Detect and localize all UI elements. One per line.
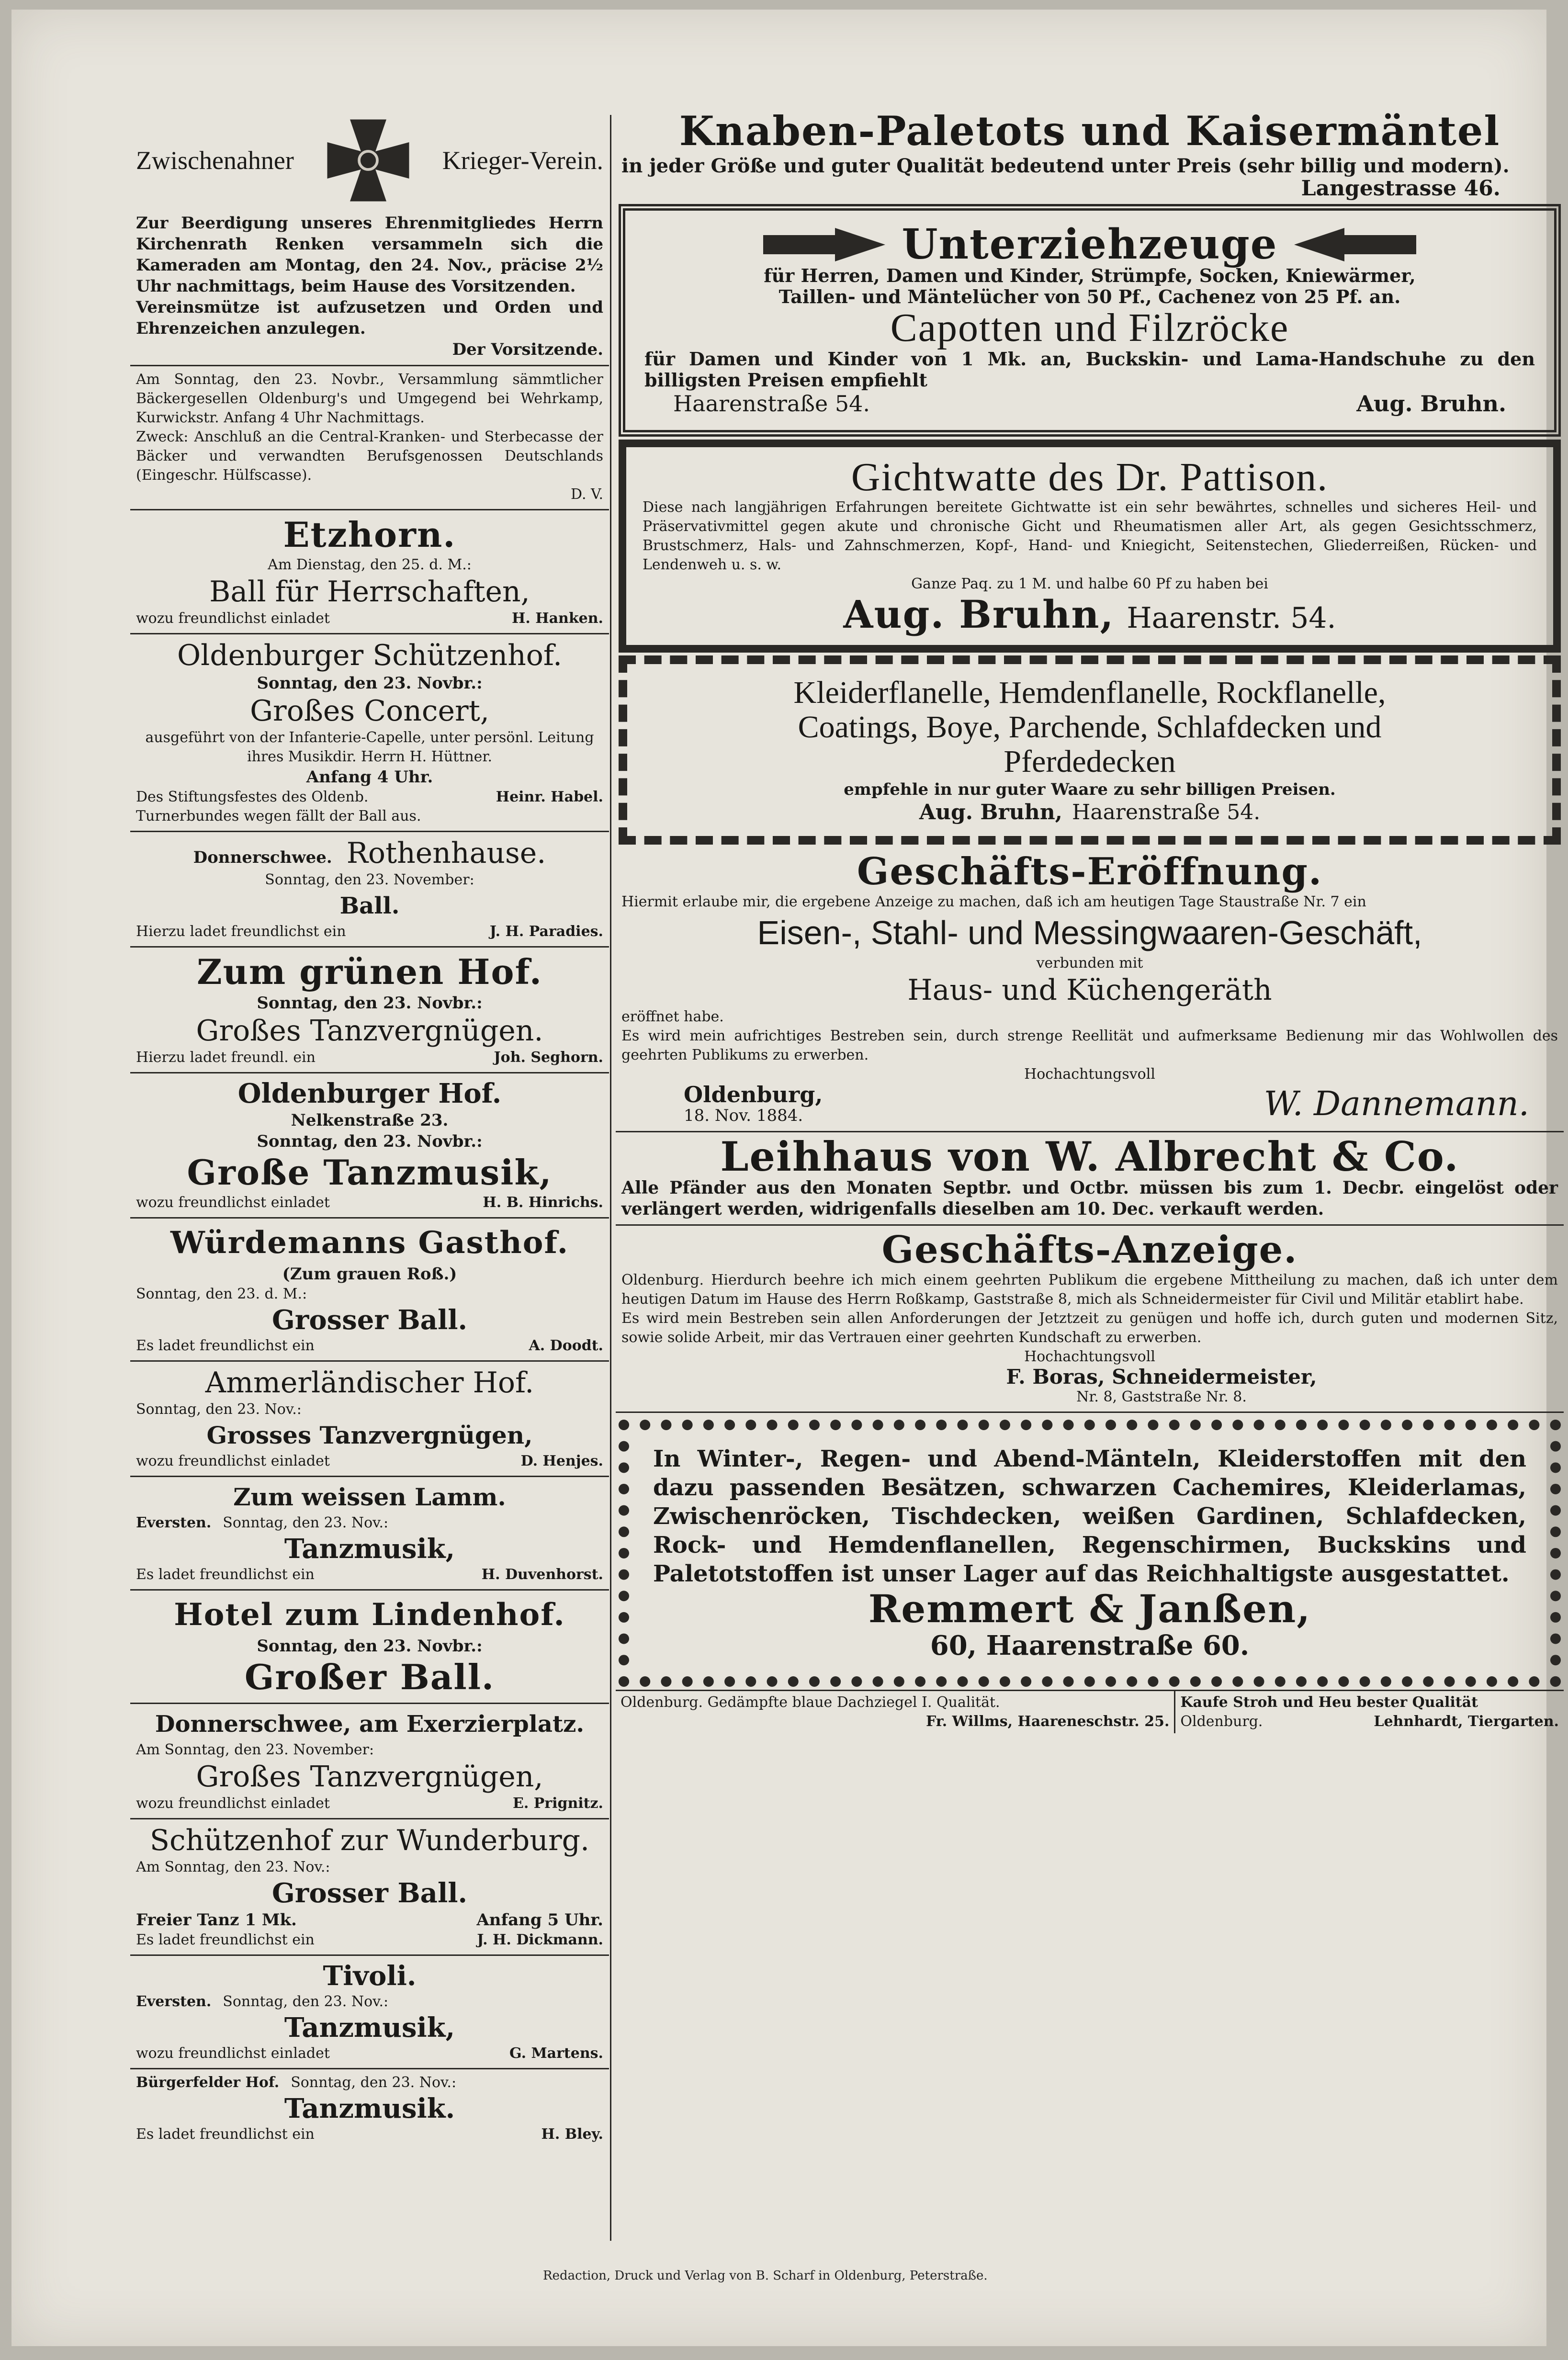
baecker-zweck: Zweck: Anschluß an die Central-Kranken- und Sterbecasse der Bäcker und verwandten Berufsgenossen Deutschlands (Eingeschr. Hülfscasse). xyxy=(136,429,603,484)
oldhof-ad xyxy=(130,1073,609,1219)
linden-event: Großer Ball. xyxy=(244,1657,495,1697)
gruenhof-ad xyxy=(130,948,609,1073)
baecker-notice xyxy=(130,366,609,510)
baecker-sign: D. V. xyxy=(570,486,603,503)
linden-ad xyxy=(130,1591,609,1704)
tivoli-host: G. Martens. xyxy=(509,2045,603,2062)
oldhof-host: H. B. Hinrichs. xyxy=(483,1194,603,1211)
bottom-a-firm: Fr. Willms, Haareneschstr. 25. xyxy=(925,1713,1170,1730)
unterzieh-title2: Capotten und Filzröcke xyxy=(890,305,1289,350)
schuetzenhof-start: Anfang 4 Uhr. xyxy=(306,768,433,787)
linden-title: Hotel zum Lindenhof. xyxy=(174,1597,565,1633)
schuetzenhof-date: Sonntag, den 23. Novbr.: xyxy=(257,674,483,693)
schuetzenhof-note: Des Stiftungsfestes des Oldenb. Turnerbundes wegen fällt der Ball aus. xyxy=(136,789,421,824)
verein-sign: Der Vorsitzende. xyxy=(452,340,603,359)
pointing-hand-right-icon xyxy=(763,226,888,264)
verein-text: Zur Beerdigung unseres Ehrenmitgliedes Herrn Kirchenrath Renken versammeln sich die Kameraden am Montag, den 24. Nov., präcise 2½ Uhr nachmittags, beim Hause des Vorsitzenden. xyxy=(136,214,603,296)
bottom-ads xyxy=(616,1690,1564,1733)
lamm-date: Sonntag, den 23. Nov.: xyxy=(223,1514,389,1531)
left-column xyxy=(130,105,609,2149)
wunderburg-event: Grosser Ball. xyxy=(271,1877,468,1909)
verein-note: Vereinsmütze ist aufzusetzen und Orden und Ehrenzeichen anzulegen. xyxy=(136,298,603,338)
bottom-b-city: Oldenburg. xyxy=(1180,1713,1263,1730)
oldhof-title: Oldenburger Hof. xyxy=(237,1078,502,1109)
gicht-firm: Aug. Bruhn, xyxy=(843,592,1115,637)
eroeffnung-text: Es wird mein aufrichtiges Bestreben sein, durch strenge Reellität und aufmerksame Bedienung mir das Wohlwollen des geehrten Publikums zu erwerben. xyxy=(621,1028,1558,1063)
column-divider xyxy=(610,115,611,2241)
anzeige-ad xyxy=(616,1226,1564,1413)
tivoli-event: Tanzmusik, xyxy=(284,2012,455,2044)
remmert-firm: Remmert & Janßen, xyxy=(868,1586,1311,1631)
bottom-b-text: Kaufe Stroh und Heu bester Qualität xyxy=(1180,1694,1478,1711)
wuerdemann-event: Grosser Ball. xyxy=(271,1304,468,1336)
wuerdemann-invite: Es ladet freundlichst ein xyxy=(136,1337,315,1354)
flanell-line3: Pferdedecken xyxy=(1004,744,1176,779)
unterzieh-firm: Aug. Bruhn. xyxy=(1356,391,1506,417)
exerzier-invite: wozu freundlichst einladet xyxy=(136,1795,330,1812)
bottom-b-firm: Lehnhardt, Tiergarten. xyxy=(1374,1713,1559,1730)
eroeffnung-opened: eröffnet habe. xyxy=(621,1008,724,1025)
lamm-place: Eversten. xyxy=(136,1514,212,1531)
baecker-text: Am Sonntag, den 23. Novbr., Versammlung sämmtlicher Bäckergesellen Oldenburg's und Umgegend bei Wehrkamp, Kurwickstr. Anfang 4 Uhr Nachmittags. xyxy=(136,371,603,426)
ammer-ad xyxy=(130,1362,609,1477)
wunderburg-title: Schützenhof zur Wunderburg. xyxy=(149,1824,590,1857)
flanell-line2: Coatings, Boye, Parchende, Schlafdecken und xyxy=(798,710,1382,745)
flanell-line1: Kleiderflanelle, Hemdenflanelle, Rockflanelle, xyxy=(793,675,1386,710)
gicht-ad xyxy=(619,440,1561,653)
etzhorn-ad xyxy=(130,510,609,634)
unterzieh-line1: für Herren, Damen und Kinder, Strümpfe, Socken, Kniewärmer, xyxy=(764,265,1416,286)
buerger-event: Tanzmusik. xyxy=(284,2093,455,2124)
eroeffnung-date: 18. Nov. 1884. xyxy=(684,1106,803,1125)
lamm-invite: Es ladet freundlichst ein xyxy=(136,1566,315,1583)
knaben-text: in jeder Größe und guter Qualität bedeutend unter Preis (sehr billig und modern). xyxy=(621,155,1510,177)
newspaper-page xyxy=(11,10,1559,2346)
gicht-price: Ganze Paq. zu 1 M. und halbe 60 Pf zu haben bei xyxy=(911,576,1268,592)
anzeige-addr: Nr. 8, Gaststraße Nr. 8. xyxy=(1076,1389,1247,1405)
schuetzenhof-title: Oldenburger Schützenhof. xyxy=(177,639,563,672)
flanell-ad xyxy=(619,655,1561,845)
buerger-ad xyxy=(130,2069,609,2149)
verein-header xyxy=(136,115,603,206)
eroeffnung-sign: W. Dannemann. xyxy=(1263,1084,1529,1123)
etzhorn-host: H. Hanken. xyxy=(512,610,603,627)
remmert-ad xyxy=(619,1420,1561,1687)
eroeffnung-conn: verbunden mit xyxy=(1036,955,1143,971)
buerger-host: H. Bley. xyxy=(541,2126,603,2143)
rothenhause-host: J. H. Paradies. xyxy=(489,923,603,940)
schuetzenhof-host: Heinr. Habel. xyxy=(496,789,603,805)
unterzieh-line2: Taillen- und Mäntelücher von 50 Pf., Cachenez von 25 Pf. an. xyxy=(778,286,1401,307)
gruenhof-title: Zum grünen Hof. xyxy=(197,951,542,992)
eroeffnung-title: Geschäfts-Eröffnung. xyxy=(857,850,1323,893)
rothenhause-date: Sonntag, den 23. November: xyxy=(265,871,474,888)
gicht-address: Haarenstr. 54. xyxy=(1127,601,1336,635)
tivoli-place: Eversten. xyxy=(136,1993,212,2010)
tivoli-ad xyxy=(130,1956,609,2069)
rothenhause-event: Ball. xyxy=(339,892,400,919)
wuerdemann-date: Sonntag, den 23. d. M.: xyxy=(136,1286,307,1302)
knaben-title: Knaben-Paletots und Kaisermäntel xyxy=(679,107,1500,155)
pointing-hand-left-icon xyxy=(1292,226,1416,264)
ammer-invite: wozu freundlichst einladet xyxy=(136,1453,330,1469)
unterzieh-address: Haarenstraße 54. xyxy=(673,391,870,417)
buerger-title: Bürgerfelder Hof. xyxy=(136,2074,280,2091)
imprint: Redaction, Druck und Verlag von B. Scharf in Oldenburg, Peterstraße. xyxy=(543,2269,988,2283)
leihhaus-text: Alle Pfänder aus den Monaten Septbr. und Octbr. müssen bis zum 1. Decbr. eingelöst oder verlängert werden, widrigenfalls dieselben am 10. Dec. verkauft werden. xyxy=(621,1178,1558,1219)
buerger-invite: Es ladet freundlichst ein xyxy=(136,2126,315,2143)
gicht-text: Diese nach langjährigen Erfahrungen bereitete Gichtwatte ist ein sehr bewährtes, schnelles und sicheres Heil- und Präservativmittel gegen akute und chronische Gicht und Rheumatismen aller Art, als gegen Gesichtsschmerz, Brustschmerz, Hals- und Zahnschmerzen, Kopf-, Hand- und Kniegicht, Seitenstechen, Gliederreißen, Rücken- und Lendenweh u. s. w. xyxy=(643,499,1537,573)
verein-title-left: Zwischenahner xyxy=(136,146,294,175)
rothenhause-title: Rothenhause. xyxy=(346,836,546,870)
leihhaus-title: Leihhaus von W. Albrecht & Co. xyxy=(720,1133,1459,1180)
wunderburg-ad xyxy=(130,1819,609,1956)
wunderburg-host: J. H. Dickmann. xyxy=(477,1931,603,1948)
lamm-title: Zum weissen Lamm. xyxy=(233,1483,506,1511)
anzeige-text: Oldenburg. Hierdurch beehre ich mich einem geehrten Publikum die ergebene Mittheilung zu machen, daß ich unter dem heutigen Datum im Hause des Herrn Roßkamp, Gaststraße 8, mich als Schneidermeister für Civil und Militär etablirt habe. xyxy=(621,1272,1558,1308)
lamm-event: Tanzmusik, xyxy=(284,1533,455,1565)
ammer-date: Sonntag, den 23. Nov.: xyxy=(136,1401,302,1418)
knaben-ad xyxy=(616,105,1564,201)
wuerdemann-sub: (Zum grauen Roß.) xyxy=(282,1265,457,1284)
remmert-text: In Winter-, Regen- und Abend-Mänteln, Kleiderstoffen mit den dazu passenden Besätzen, schwarzen Cachemires, Kleiderlamas, Zwischenröcken, Tischdecken, weißen Gardinen, Schlafdecken, Rock- und Hemdenflanellen, Regenschirmen, Buckskins und Paletotstoffen ist unser Lager auf das Reichhaltigste ausgestattet. xyxy=(653,1445,1526,1587)
rothenhause-place: Donnerschwee. xyxy=(193,848,332,867)
oldhof-street: Nelkenstraße 23. xyxy=(291,1111,449,1130)
unterzieh-title: Unterziehzeuge xyxy=(902,220,1278,269)
anzeige-greet: Hochachtungsvoll xyxy=(1024,1348,1155,1365)
bottom-ad-stroh xyxy=(1175,1691,1564,1733)
wuerdemann-ad xyxy=(130,1219,609,1362)
rothenhause-invite: Hierzu ladet freundlichst ein xyxy=(136,923,346,940)
exerzier-event: Großes Tanzvergnügen, xyxy=(196,1760,543,1794)
knaben-address: Langestrasse 46. xyxy=(1301,176,1500,201)
wunderburg-invite: Es ladet freundlichst ein xyxy=(136,1931,315,1948)
oldhof-invite: wozu freundlichst einladet xyxy=(136,1194,330,1211)
etzhorn-invite: wozu freundlichst einladet xyxy=(136,610,330,627)
gruenhof-host: Joh. Seghorn. xyxy=(494,1049,603,1066)
ammer-title: Ammerländischer Hof. xyxy=(205,1366,534,1400)
anzeige-sign: F. Boras, Schneidermeister, xyxy=(1006,1365,1317,1389)
flanell-address: Haarenstraße 54. xyxy=(1072,800,1261,824)
exerzier-date: Am Sonntag, den 23. November: xyxy=(136,1741,374,1758)
unterzieh-ad xyxy=(619,204,1561,437)
unterzieh-line3: für Damen und Kinder von 1 Mk. an, Buckskin- und Lama-Handschuhe zu den billigsten Preisen empfiehlt xyxy=(644,348,1535,391)
wuerdemann-title: Würdemanns Gasthof. xyxy=(170,1225,569,1261)
verein-title-right: Krieger-Verein. xyxy=(442,146,603,175)
exerzier-title: Donnerschwee, am Exerzierplatz. xyxy=(155,1711,585,1738)
eroeffnung-greet: Hochachtungsvoll xyxy=(1024,1066,1155,1083)
leihhaus-ad xyxy=(616,1132,1564,1226)
krieger-verein-notice xyxy=(130,105,609,366)
eroeffnung-intro: Hiermit erlaube mir, die ergebene Anzeige zu machen, daß ich am heutigen Tage Staustraße Nr. 7 ein xyxy=(621,893,1366,910)
anzeige-title: Geschäfts-Anzeige. xyxy=(881,1228,1298,1272)
lamm-host: H. Duvenhorst. xyxy=(481,1566,603,1583)
lamm-ad xyxy=(130,1477,609,1591)
tivoli-invite: wozu freundlichst einladet xyxy=(136,2045,330,2062)
exerzier-host: E. Prignitz. xyxy=(512,1795,603,1812)
ammer-host: D. Henjes. xyxy=(520,1453,603,1469)
tivoli-date: Sonntag, den 23. Nov.: xyxy=(223,1993,389,2010)
etzhorn-event: Ball für Herrschaften, xyxy=(209,575,530,609)
eroeffnung-shop: Eisen-, Stahl- und Messingwaaren-Geschäft, xyxy=(757,914,1422,951)
gruenhof-date: Sonntag, den 23. Novbr.: xyxy=(257,994,483,1013)
oldhof-date: Sonntag, den 23. Novbr.: xyxy=(257,1132,483,1151)
schuetzenhof-event: Großes Concert, xyxy=(250,694,489,728)
bottom-ad-dachziegel xyxy=(616,1691,1175,1733)
ammer-event: Grosses Tanzvergnügen, xyxy=(206,1421,533,1449)
linden-date: Sonntag, den 23. Novbr.: xyxy=(257,1637,483,1656)
eroeffnung-shop2: Haus- und Küchengeräth xyxy=(907,973,1272,1007)
schuetzenhof-desc: ausgeführt von der Infanterie-Capelle, unter persönl. Leitung ihres Musikdir. Herrn H. Hüttner. xyxy=(145,729,594,765)
eroeffnung-city: Oldenburg, xyxy=(684,1082,823,1107)
flanell-line4: empfehle in nur guter Waare zu sehr billigen Preisen. xyxy=(844,780,1336,799)
gruenhof-invite: Hierzu ladet freundl. ein xyxy=(136,1049,316,1066)
oldhof-event: Große Tanzmusik, xyxy=(187,1152,553,1193)
iron-cross-icon xyxy=(323,115,414,206)
wunderburg-extra-b: Anfang 5 Uhr. xyxy=(476,1910,603,1930)
rothenhause-ad xyxy=(130,832,609,948)
eroeffnung-ad xyxy=(616,847,1564,1132)
remmert-address: 60, Haarenstraße 60. xyxy=(930,1630,1250,1661)
buerger-date: Sonntag, den 23. Nov.: xyxy=(291,2074,457,2091)
bottom-a-text: Oldenburg. Gedämpfte blaue Dachziegel I. Qualität. xyxy=(620,1694,1000,1711)
schuetzenhof-ad xyxy=(130,634,609,832)
etzhorn-date: Am Dienstag, den 25. d. M.: xyxy=(268,556,472,573)
gruenhof-event: Großes Tanzvergnügen. xyxy=(196,1014,543,1048)
etzhorn-title: Etzhorn. xyxy=(283,514,456,555)
anzeige-text2: Es wird mein Bestreben sein allen Anforderungen der Jetztzeit zu genügen und hoffe ich, durch guten und modernen Sitz, sowie solide Arbeit, mir das Vertrauen einer geehrten Kundschaft zu erwerben. xyxy=(621,1310,1558,1346)
exerzier-ad xyxy=(130,1704,609,1819)
wuerdemann-host: A. Doodt. xyxy=(529,1337,603,1354)
flanell-firm: Aug. Bruhn, xyxy=(919,800,1063,824)
wunderburg-extra-a: Freier Tanz 1 Mk. xyxy=(136,1910,297,1930)
right-column xyxy=(616,105,1564,1733)
gicht-title: Gichtwatte des Dr. Pattison. xyxy=(851,455,1329,499)
tivoli-title: Tivoli. xyxy=(323,1960,417,1992)
wunderburg-date: Am Sonntag, den 23. Nov.: xyxy=(136,1859,330,1875)
